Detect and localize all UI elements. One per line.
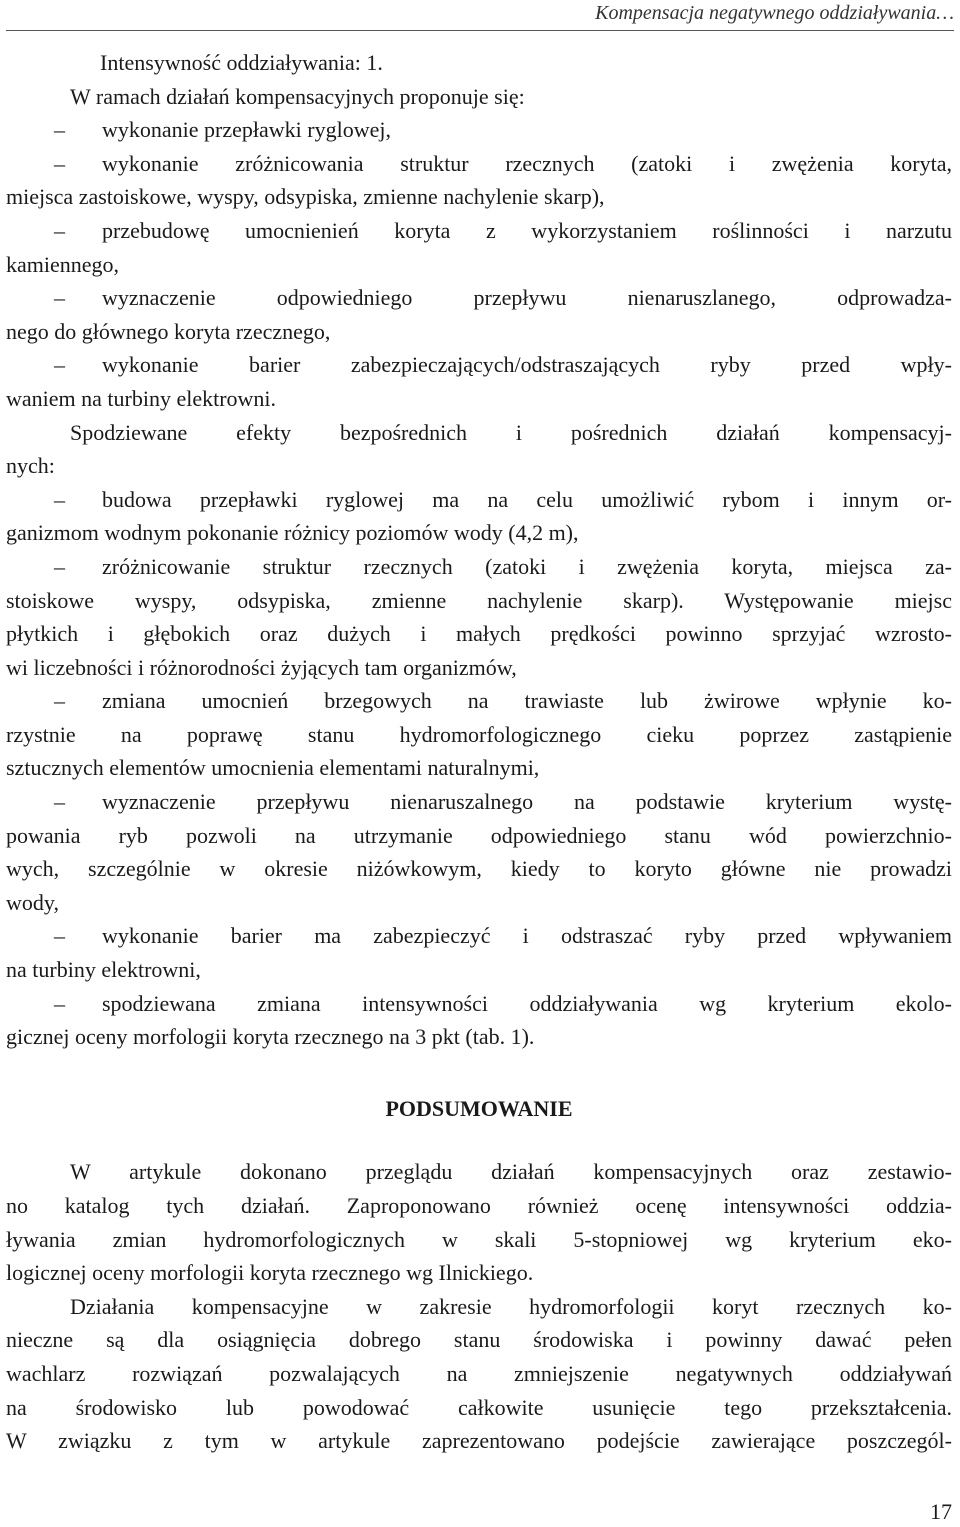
list-item-text: przebudowę umocnienień koryta z wykorzystaniem roślinności i narzutu [102, 217, 952, 243]
text-line [6, 987, 952, 1021]
text-line: Spodziewane efekty bezpośrednich i pośrednich działań kompensacyj- [70, 419, 952, 445]
text-line [6, 147, 952, 181]
text-line: Intensywność oddziaływania: 1. [100, 50, 383, 75]
page-content [6, 46, 952, 1458]
text-line: nego do głównego koryta rzecznego, [6, 318, 331, 344]
text-line: W związku z tym w artykule zaprezentowano podejście zawierające poszczegól- [6, 1428, 952, 1454]
list-dash: – [54, 352, 65, 378]
list-item-text: wykonanie przepławki ryglowej, [102, 117, 391, 143]
text-line [6, 483, 952, 517]
list-dash: – [54, 553, 65, 579]
text-line: nieczne są dla osiągnięcia dobrego stanu środowiska i powinny dawać pełen [6, 1327, 952, 1353]
list-item-text: wykonanie barier ma zabezpieczyć i odstraszać ryby przed wpływaniem [102, 923, 952, 949]
list-dash: – [54, 990, 65, 1016]
text-line: gicznej oceny morfologii koryta rzecznego na 3 pkt (tab. 1). [6, 1024, 535, 1050]
page-number: 17 [930, 1499, 952, 1524]
text-line: kamiennego, [6, 251, 120, 277]
list-item-text: zróżnicowanie struktur rzecznych (zatoki i zwężenia koryta, miejsca za- [102, 553, 952, 579]
text-line: waniem na turbiny elektrowni. [6, 385, 277, 411]
text-line: Działania kompensacyjne w zakresie hydromorfologii koryt rzecznych ko- [70, 1293, 952, 1319]
list-item-text: budowa przepławki ryglowej ma na celu umożliwić rybom i innym or- [102, 486, 952, 512]
list-item-text: zmiana umocnień brzegowych na trawiaste lub żwirowe wpłynie ko- [102, 688, 952, 714]
text-line [6, 785, 952, 819]
list-item-text: wyznaczenie przepływu nienaruszalnego na podstawie kryterium wystę- [102, 789, 952, 815]
text-line: wych, szczególnie w okresie niżówkowym, kiedy to koryto główne nie prowadzi [6, 856, 952, 882]
text-line: ganizmom wodnym pokonanie różnicy poziomów wody (4,2 m), [6, 520, 579, 546]
list-dash: – [54, 217, 65, 243]
text-line: płytkich i głębokich oraz dużych i małych prędkości powinno sprzyjać wzrosto- [6, 621, 952, 647]
text-line: wachlarz rozwiązań pozwalających na zmniejszenie negatywnych oddziaływań [6, 1360, 952, 1386]
text-line: sztucznych elementów umocnienia elementami naturalnymi, [6, 755, 540, 781]
text-line [6, 113, 952, 147]
text-line [6, 214, 952, 248]
text-line: W ramach działań kompensacyjnych proponuje się: [70, 83, 525, 109]
text-line: na środowisko lub powodować całkowite usunięcie tego przekształcenia. [6, 1394, 952, 1420]
text-line: logicznej oceny morfologii koryta rzecznego wg Ilnickiego. [6, 1260, 534, 1286]
running-title: Kompensacja negatywnego oddziaływania… [595, 2, 954, 24]
list-dash: – [54, 688, 65, 714]
text-line: wi liczebności i różnorodności żyjących tam organizmów, [6, 654, 517, 680]
text-line [6, 684, 952, 718]
text-line [6, 281, 952, 315]
list-dash: – [54, 923, 65, 949]
list-dash: – [54, 285, 65, 311]
text-line: stoiskowe wyspy, odsypiska, zmienne nachylenie skarp). Występowanie miejsc [6, 587, 952, 613]
list-item-text: wykonanie zróżnicowania struktur rzecznych (zatoki i zwężenia koryta, [102, 150, 952, 176]
text-line: W artykule dokonano przeglądu działań kompensacyjnych oraz zestawio- [70, 1159, 952, 1185]
text-line [6, 919, 952, 953]
list-item-text: wyznaczenie odpowiedniego przepływu nienaruszlanego, odprowadza- [102, 285, 952, 311]
text-line [6, 348, 952, 382]
running-header [6, 0, 954, 31]
list-item-text: spodziewana zmiana intensywności oddziaływania wg kryterium ekolo- [102, 990, 952, 1016]
list-dash: – [54, 117, 65, 143]
list-dash: – [54, 486, 65, 512]
text-line: powania ryb pozwoli na utrzymanie odpowiedniego stanu wód powierzchnio- [6, 822, 952, 848]
text-line: ływania zmian hydromorfologicznych w skali 5-stopniowej wg kryterium eko- [6, 1226, 952, 1252]
list-dash: – [54, 150, 65, 176]
text-line: no katalog tych działań. Zaproponowano również ocenę intensywności oddzia- [6, 1193, 952, 1218]
text-line: miejsca zastoiskowe, wyspy, odsypiska, zmienne nachylenie skarp), [6, 184, 605, 210]
list-item-text: wykonanie barier zabezpieczających/odstraszających ryby przed wpły- [102, 352, 952, 378]
text-line: rzystnie na poprawę stanu hydromorfologicznego cieku poprzez zastąpienie [6, 721, 952, 747]
list-dash: – [54, 789, 65, 815]
text-line [6, 550, 952, 584]
section-heading: PODSUMOWANIE [385, 1095, 573, 1121]
text-line: nych: [6, 453, 55, 479]
text-line: wody, [6, 889, 59, 915]
text-line: na turbiny elektrowni, [6, 957, 201, 983]
